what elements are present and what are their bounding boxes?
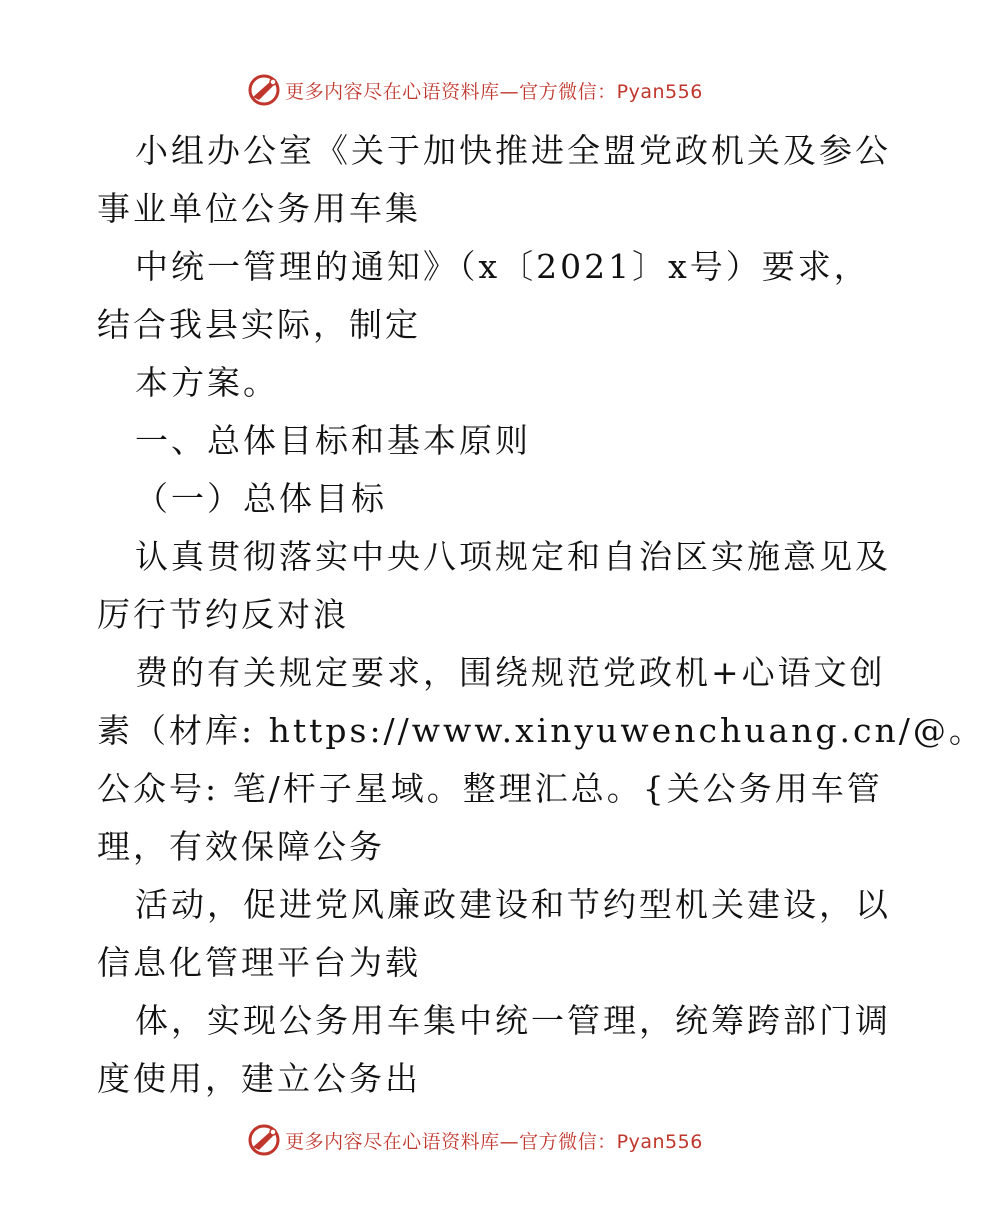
text-line: 公众号: 笔/杆子星域。整理汇总。{关公务用车管 [97, 769, 883, 808]
seal-logo-icon [247, 1123, 281, 1157]
banner-text: 更多内容尽在心语资料库—官方微信：Pyan556 [285, 80, 703, 103]
text-line: 体，实现公务用车集中统一管理，统筹跨部门调 [135, 1001, 891, 1040]
text-line: （一）总体目标 [135, 479, 387, 518]
banner-text: 更多内容尽在心语资料库—官方微信：Pyan556 [285, 1130, 703, 1153]
text-line: 理，有效保障公务 [97, 827, 385, 866]
text-line: 费的有关规定要求，围绕规范党政机+心语文创 [135, 653, 886, 692]
text-line: 本方案。 [135, 363, 279, 402]
text-line: 事业单位公务用车集 [97, 189, 421, 228]
text-line: 信息化管理平台为载 [97, 943, 421, 982]
document-body [97, 122, 985, 1108]
text-line: 小组办公室《关于加快推进全盟党政机关及参公 [135, 131, 891, 170]
header-watermark-banner [0, 70, 950, 110]
seal-logo-icon [247, 73, 281, 107]
text-line: 素（材库: https://www.xinyuwenchuang.cn/@。 [97, 711, 985, 750]
text-line: 认真贯彻落实中央八项规定和自治区实施意见及 [135, 537, 891, 576]
footer-watermark-banner [0, 1120, 950, 1160]
text-line: 中统一管理的通知》（x〔2021〕x号）要求， [135, 247, 870, 286]
text-line: 一、总体目标和基本原则 [135, 421, 531, 460]
text-line: 活动，促进党风廉政建设和节约型机关建设，以 [135, 885, 891, 924]
text-line: 度使用，建立公务出 [97, 1059, 421, 1098]
text-line: 结合我县实际，制定 [97, 305, 421, 344]
text-line: 厉行节约反对浪 [97, 595, 349, 634]
